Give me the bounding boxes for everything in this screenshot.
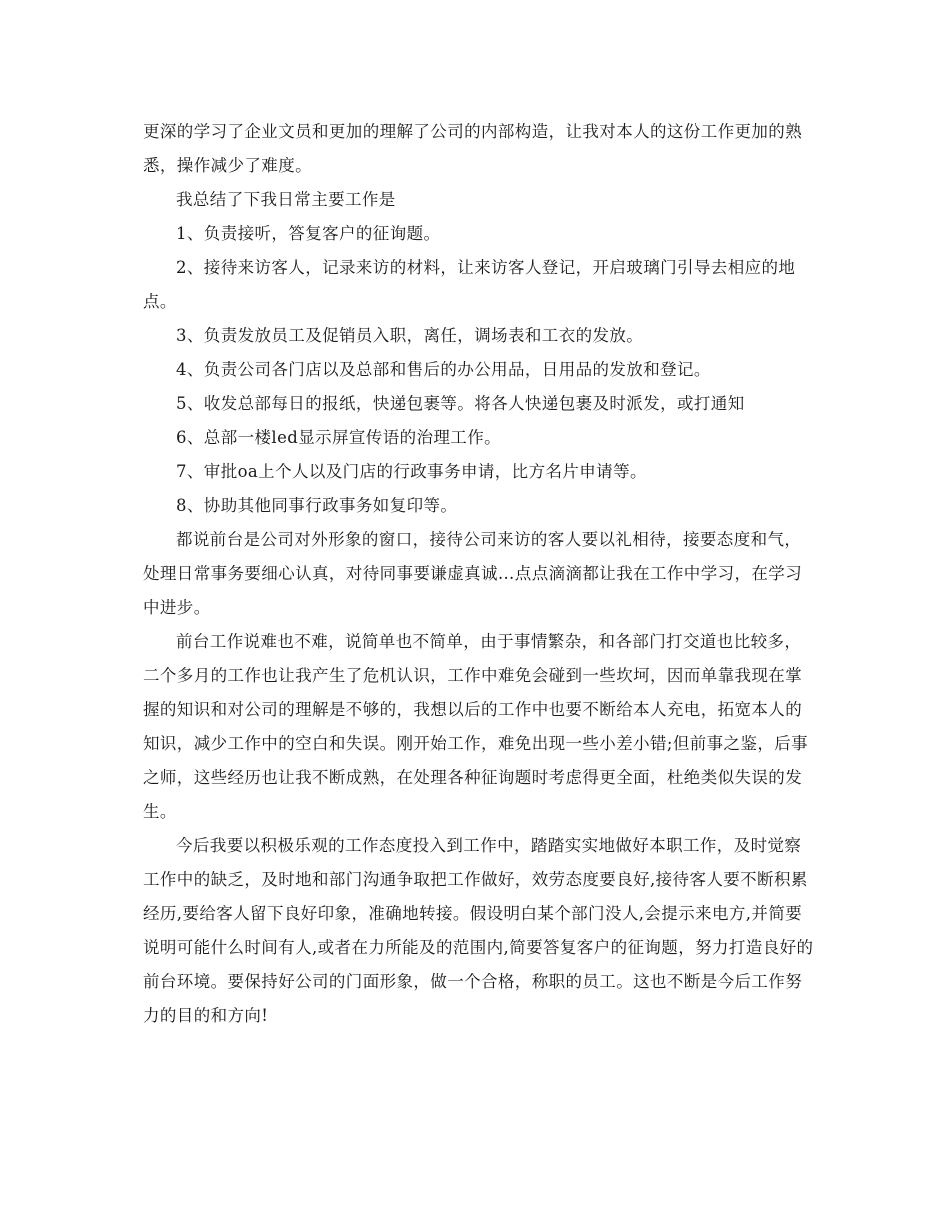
paragraph-front-desk-image: 都说前台是公司对外形象的窗口，接待公司来访的客人要以礼相待，接要态度和气，处理日常事务要细心认真，对待同事要谦虚真诚…点点滴滴都让我在工作中学习，在学习中进步。 [143, 530, 803, 617]
list-item-5: 5、收发总部每日的报纸，快递包裹等。将各人快递包裹及时派发，或打通知 [176, 394, 745, 413]
paragraph-reflection: 前台工作说难也不难，说简单也不简单，由于事情繁杂，和各部门打交道也比较多，二个多月的工作也让我产生了危机认识，工作中难免会碰到一些坎坷，因而单靠我现在掌握的知识和对公司的理解是不够的，我想以后的工作中也要不断给本人充电，拓宽本人的知识，减少工作中的空白和失误。刚开始工作，难免出现一些小差小错;但前事之鉴，后事之师，这些经历也让我不断成熟，在处理各种征询题时考虑得更全面，杜绝类似失误的发生。 [143, 632, 809, 821]
list-item-2: 2、接待来访客人，记录来访的材料，让来访客人登记，开启玻璃门引导去相应的地点。 [143, 258, 796, 311]
paragraph-intro: 更深的学习了企业文员和更加的理解了公司的内部构造，让我对本人的这份工作更加的熟悉，操作减少了难度。 [143, 122, 803, 175]
list-item-7: 7、审批oa上个人以及门店的行政事务申请，比方名片申请等。 [176, 462, 647, 481]
document-body [143, 115, 815, 1033]
list-item-3: 3、负责发放员工及促销员入职，离任，调场表和工衣的发放。 [176, 326, 644, 345]
paragraph-future-plan: 今后我要以积极乐观的工作态度投入到工作中，踏踏实实地做好本职工作，及时觉察工作中的缺乏，及时地和部门沟通争取把工作做好，效劳态度要良好,接待客人要不断积累经历,要给客人留下良好印象，准确地转接。假设明白某个部门没人,会提示来电方,并简要说明可能什么时间有人,或者在力所能及的范围内,简要答复客户的征询题，努力打造良好的前台环境。要保持好公司的门面形象，做一个合格，称职的员工。这也不断是今后工作努力的目的和方向! [143, 836, 814, 1025]
list-item-4: 4、负责公司各门店以及总部和售后的办公用品，日用品的发放和登记。 [176, 360, 711, 379]
paragraph-summary-heading: 我总结了下我日常主要工作是 [176, 190, 396, 209]
list-item-8: 8、协助其他同事行政事务如复印等。 [176, 496, 458, 515]
list-item-6: 6、总部一楼led显示屏宣传语的治理工作。 [176, 428, 502, 447]
list-item-1: 1、负责接听，答复客户的征询题。 [176, 224, 441, 243]
